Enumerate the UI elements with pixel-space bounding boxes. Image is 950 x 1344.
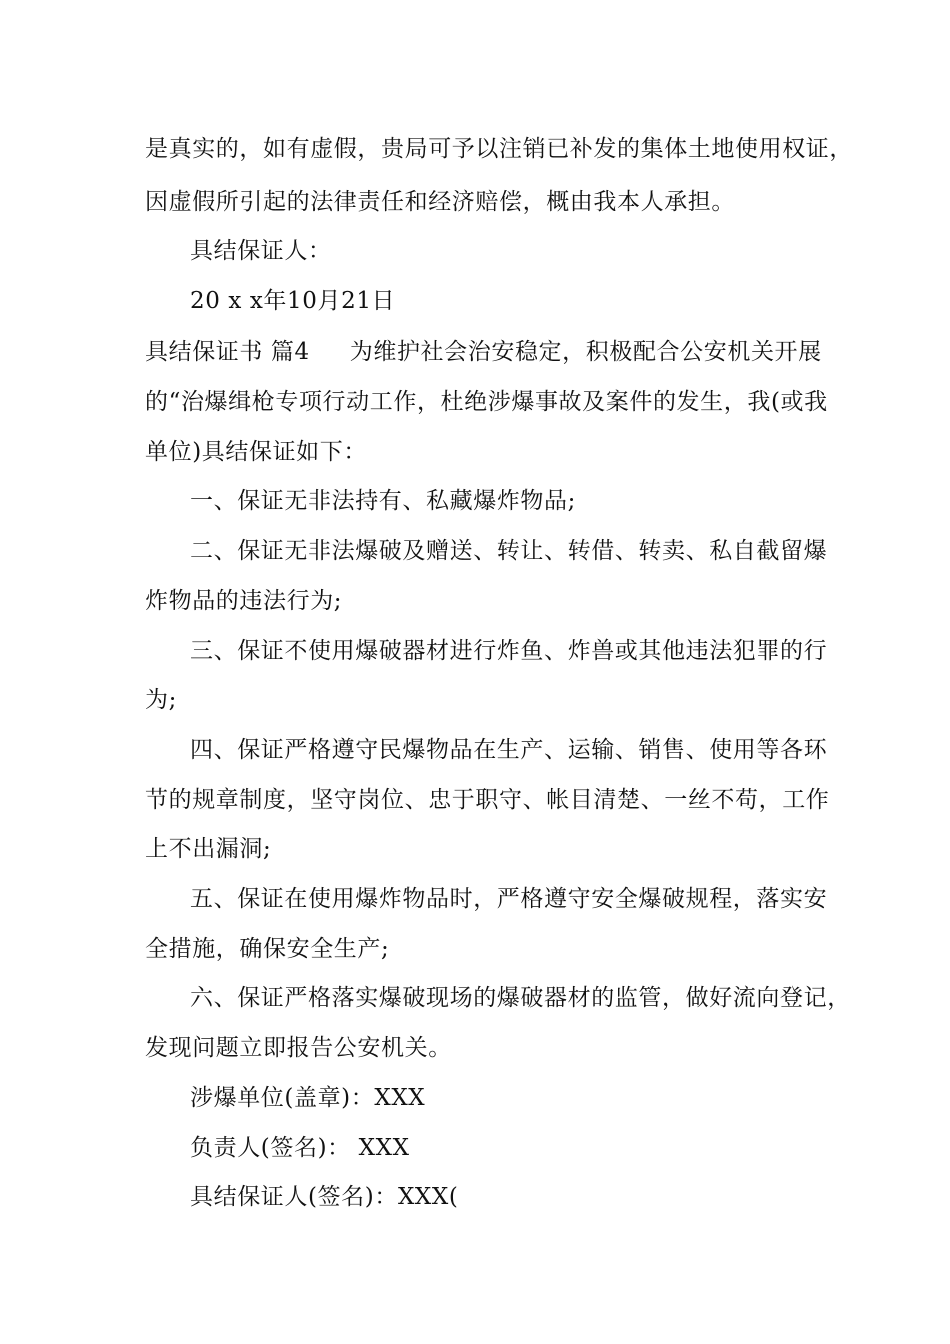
text-line: 是真实的，如有虚假，贵局可予以注销已补发的集体土地使用权证， — [145, 136, 853, 162]
section-heading-line — [145, 337, 845, 367]
text-line: 节的规章制度，坚守岗位、忠于职守、帐目清楚、一丝不苟，工作 — [145, 787, 830, 813]
text-line: 全措施，确保安全生产; — [145, 936, 390, 962]
responsible-signature-line: 负责人(签名)： XXX — [190, 1135, 410, 1161]
text-line: 因虚假所引起的法律责任和经济赔偿，概由我本人承担。 — [145, 189, 735, 215]
unit-signature-line: 涉爆单位(盖章)：XXX — [190, 1085, 426, 1111]
list-item-5: 五、保证在使用爆炸物品时，严格遵守安全爆破规程，落实安 — [190, 886, 828, 912]
list-item-4: 四、保证严格遵守民爆物品在生产、运输、销售、使用等各环 — [190, 737, 828, 763]
list-item-2: 二、保证无非法爆破及赠送、转让、转借、转卖、私自截留爆 — [190, 538, 828, 564]
text-line: 发现问题立即报告公安机关。 — [145, 1035, 452, 1061]
list-item-3: 三、保证不使用爆破器材进行炸鱼、炸兽或其他违法犯罪的行 — [190, 638, 828, 664]
section-title: 具结保证书 篇4 — [145, 339, 310, 365]
text-line: 为; — [145, 687, 177, 713]
text-line: 上不出漏洞; — [145, 836, 272, 862]
text-line: 的“治爆缉枪专项行动工作，杜绝涉爆事故及案件的发生，我(或我 — [145, 389, 828, 415]
date-line: 20 x x年10月21日 — [190, 288, 396, 314]
guarantor-signature-line: 具结保证人(签名)：XXX( — [190, 1184, 459, 1210]
paragraph-start: 为维护社会治安稳定，积极配合公安机关开展 — [349, 339, 822, 365]
guarantor-label: 具结保证人： — [190, 238, 332, 264]
text-line: 炸物品的违法行为; — [145, 588, 343, 614]
list-item-6: 六、保证严格落实爆破现场的爆破器材的监管，做好流向登记， — [190, 985, 851, 1011]
text-line: 单位)具结保证如下： — [145, 439, 367, 465]
list-item-1: 一、保证无非法持有、私藏爆炸物品; — [190, 488, 576, 514]
